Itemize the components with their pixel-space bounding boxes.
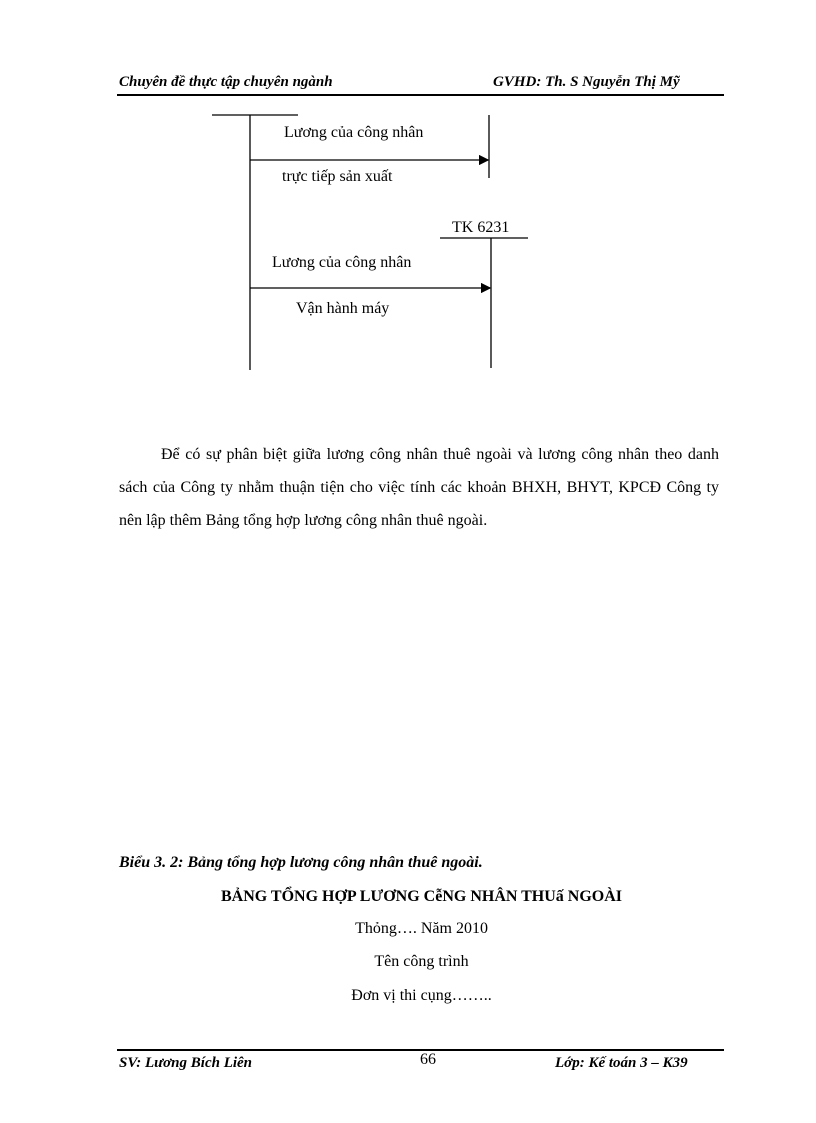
body-paragraph: Để có sự phân biệt giữa lương công nhân thuê ngoài và lương công nhân theo danh sách của Công ty nhằm thuận tiện cho việc tính các khoản BHXH, BHYT, KPCĐ Công ty nên lập thêm Bảng tổng hợp lương công nhân thuê ngoài.	[119, 446, 719, 529]
table-caption: Biểu 3. 2: Bảng tổng hợp lương công nhân thuê ngoài.	[119, 854, 483, 871]
header-supervisor: GVHD: Th. S Nguyễn Thị Mỹ	[493, 74, 680, 90]
construction-unit-line: Đơn vị thi cụng……..	[351, 987, 492, 1004]
header-document-title: Chuyên đề thực tập chuyên ngành	[119, 74, 333, 90]
account-flow-diagram	[0, 0, 816, 400]
month-year-line: Thỏng…. Năm 2010	[355, 920, 488, 937]
diagram-lines	[0, 0, 816, 400]
project-name-line: Tên công trình	[374, 953, 469, 970]
footer-student-name: SV: Lương Bích Liên	[119, 1055, 253, 1071]
machine-wage-label-line2: Vận hành máy	[296, 300, 390, 317]
footer-class: Lớp: Kế toán 3 – K39	[555, 1055, 688, 1071]
machine-wage-label-line1: Lương của công nhân	[272, 254, 412, 271]
table-title: BẢNG TỔNG HỢP LƯƠNG CễNG NHÂN THUấ NGOÀI	[220, 888, 623, 905]
account-tk6231-label: TK 6231	[452, 219, 510, 236]
page-number: 66	[420, 1051, 436, 1068]
direct-wage-label-line1: Lương của công nhân	[284, 124, 424, 141]
direct-wage-label-line2: trực tiếp sản xuất	[282, 168, 393, 185]
